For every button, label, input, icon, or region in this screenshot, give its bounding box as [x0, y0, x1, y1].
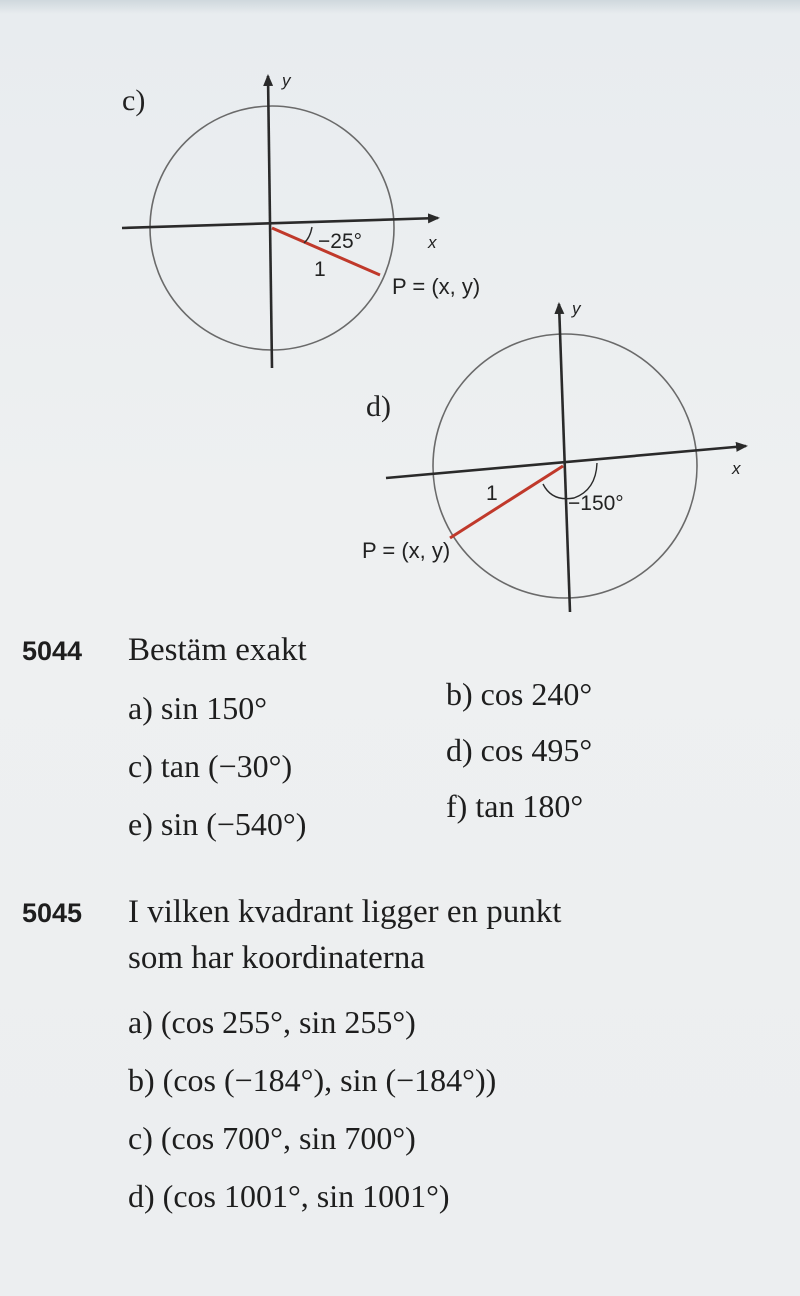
problem-5044-item-e: e) sin (−540°) [128, 806, 307, 842]
figure-c-x-axis [122, 218, 438, 228]
figure-c-radius-label: 1 [314, 258, 326, 281]
problem-prompt: Bestäm exakt [128, 632, 307, 668]
figure-c-y-label: y [282, 71, 291, 90]
problem-5044-item-d: d) cos 495° [446, 732, 593, 768]
figure-c-unit-circle [122, 71, 480, 368]
problem-5045-item-c: c) (cos 700°, sin 700°) [128, 1120, 416, 1156]
figure-d-angle-label: −150° [568, 492, 624, 515]
problem-5045-item-a: a) (cos 255°, sin 255°) [128, 1004, 416, 1040]
problem-5044-item-f: f) tan 180° [446, 788, 584, 824]
problem-5045-item-d: d) (cos 1001°, sin 1001°) [128, 1178, 450, 1214]
problem-prompt-line1: I vilken kvadrant ligger en punkt [128, 894, 562, 930]
problem-5044-heading [22, 634, 307, 667]
figure-c-x-label: x [428, 233, 437, 252]
figure-d-y-axis [559, 304, 570, 612]
figure-d-x-label: x [732, 459, 741, 478]
problem-number: 5044 [22, 636, 83, 666]
problem-number: 5045 [22, 898, 83, 928]
figure-c-angle-label: −25° [318, 230, 363, 253]
problem-5044-item-c: c) tan (−30°) [128, 748, 293, 784]
figure-d-radius [450, 466, 563, 538]
problem-5044-item-a: a) sin 150° [128, 690, 267, 726]
figure-d-unit-circle [362, 299, 746, 612]
problem-5045-prompt-line2: som har koordinaterna [128, 940, 425, 976]
figure-c-point-label: P = (x, y) [392, 274, 481, 299]
figure-c-angle-arc [304, 227, 312, 243]
unit-circle-diagrams [0, 0, 800, 640]
figure-c-label: c) [122, 84, 146, 117]
figure-d-y-label: y [572, 299, 581, 318]
problem-5045-item-b: b) (cos (−184°), sin (−184°)) [128, 1062, 497, 1098]
figure-d-point-label: P = (x, y) [362, 538, 451, 563]
problem-5045-heading [22, 896, 561, 929]
figure-d-radius-label: 1 [486, 482, 498, 505]
problem-5044-item-b: b) cos 240° [446, 676, 593, 712]
figure-d-label: d) [366, 390, 391, 423]
